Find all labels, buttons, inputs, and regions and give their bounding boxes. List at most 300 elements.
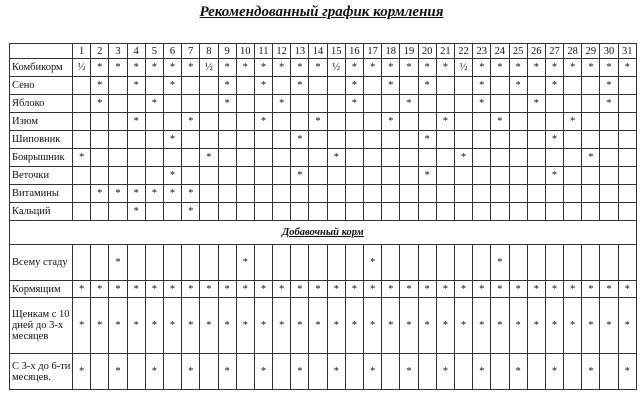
schedule-cell: * bbox=[382, 77, 400, 95]
schedule-cell bbox=[236, 167, 254, 185]
day-header-cell: 21 bbox=[436, 44, 454, 59]
schedule-cell bbox=[509, 185, 527, 203]
schedule-cell: * bbox=[345, 298, 363, 354]
schedule-cell bbox=[491, 354, 509, 390]
schedule-cell bbox=[200, 185, 218, 203]
schedule-cell bbox=[109, 167, 127, 185]
schedule-cell: * bbox=[364, 281, 382, 298]
schedule-cell: * bbox=[127, 59, 145, 77]
schedule-cell: * bbox=[545, 167, 563, 185]
schedule-cell: * bbox=[473, 354, 491, 390]
schedule-cell bbox=[582, 131, 600, 149]
schedule-cell: * bbox=[600, 59, 618, 77]
schedule-cell: * bbox=[418, 281, 436, 298]
schedule-cell: * bbox=[545, 131, 563, 149]
schedule-cell: * bbox=[163, 298, 181, 354]
schedule-cell: * bbox=[127, 203, 145, 221]
schedule-cell: * bbox=[618, 281, 636, 298]
schedule-cell: * bbox=[382, 113, 400, 131]
table-row bbox=[10, 113, 637, 131]
schedule-cell: * bbox=[345, 281, 363, 298]
schedule-cell: * bbox=[564, 298, 582, 354]
schedule-cell bbox=[364, 95, 382, 113]
schedule-cell bbox=[436, 95, 454, 113]
schedule-cell bbox=[473, 131, 491, 149]
schedule-cell: * bbox=[418, 59, 436, 77]
schedule-cell: * bbox=[418, 167, 436, 185]
day-header-cell: 14 bbox=[309, 44, 327, 59]
schedule-cell bbox=[491, 131, 509, 149]
schedule-cell bbox=[218, 203, 236, 221]
schedule-cell bbox=[127, 131, 145, 149]
schedule-cell: * bbox=[218, 77, 236, 95]
schedule-cell bbox=[364, 203, 382, 221]
schedule-cell bbox=[418, 149, 436, 167]
schedule-cell bbox=[254, 167, 272, 185]
schedule-cell bbox=[218, 149, 236, 167]
schedule-cell bbox=[364, 113, 382, 131]
schedule-cell: * bbox=[218, 298, 236, 354]
day-header-cell: 10 bbox=[236, 44, 254, 59]
row-label: Боярышник bbox=[10, 149, 73, 167]
schedule-cell bbox=[182, 131, 200, 149]
schedule-cell: * bbox=[345, 77, 363, 95]
schedule-cell: * bbox=[491, 281, 509, 298]
schedule-cell: * bbox=[327, 354, 345, 390]
schedule-cell: * bbox=[582, 354, 600, 390]
schedule-cell: * bbox=[345, 59, 363, 77]
page-title: Рекомендованный график кормления bbox=[199, 4, 444, 20]
schedule-cell: * bbox=[473, 95, 491, 113]
schedule-cell bbox=[91, 245, 109, 281]
schedule-cell: * bbox=[454, 298, 472, 354]
schedule-cell: * bbox=[327, 298, 345, 354]
schedule-cell bbox=[582, 185, 600, 203]
schedule-cell bbox=[291, 203, 309, 221]
schedule-cell: * bbox=[182, 185, 200, 203]
schedule-cell bbox=[618, 149, 636, 167]
schedule-cell bbox=[418, 203, 436, 221]
schedule-cell bbox=[400, 77, 418, 95]
schedule-cell bbox=[436, 203, 454, 221]
schedule-cell bbox=[73, 185, 91, 203]
schedule-cell bbox=[564, 185, 582, 203]
day-header-cell: 18 bbox=[382, 44, 400, 59]
schedule-cell bbox=[291, 113, 309, 131]
schedule-cell bbox=[618, 203, 636, 221]
schedule-cell: * bbox=[109, 59, 127, 77]
schedule-cell bbox=[418, 113, 436, 131]
schedule-cell bbox=[400, 185, 418, 203]
schedule-cell: * bbox=[109, 185, 127, 203]
schedule-cell bbox=[527, 77, 545, 95]
schedule-cell bbox=[309, 95, 327, 113]
schedule-cell: * bbox=[418, 298, 436, 354]
schedule-cell bbox=[218, 113, 236, 131]
schedule-cell bbox=[564, 95, 582, 113]
schedule-cell bbox=[236, 185, 254, 203]
schedule-cell: * bbox=[91, 298, 109, 354]
schedule-cell bbox=[327, 167, 345, 185]
schedule-cell bbox=[454, 113, 472, 131]
schedule-cell: * bbox=[564, 281, 582, 298]
schedule-cell: * bbox=[182, 113, 200, 131]
schedule-cell bbox=[236, 354, 254, 390]
schedule-cell bbox=[564, 131, 582, 149]
schedule-cell bbox=[491, 149, 509, 167]
schedule-cell: * bbox=[527, 298, 545, 354]
schedule-cell: * bbox=[582, 59, 600, 77]
schedule-cell bbox=[163, 354, 181, 390]
day-header-row bbox=[10, 44, 637, 59]
schedule-cell bbox=[163, 149, 181, 167]
day-header-cell: 12 bbox=[273, 44, 291, 59]
schedule-cell bbox=[345, 113, 363, 131]
schedule-cell: * bbox=[545, 281, 563, 298]
schedule-cell bbox=[327, 113, 345, 131]
schedule-cell bbox=[200, 95, 218, 113]
schedule-cell bbox=[127, 167, 145, 185]
schedule-cell bbox=[600, 185, 618, 203]
schedule-cell bbox=[73, 77, 91, 95]
schedule-cell bbox=[509, 245, 527, 281]
day-header-cell: 27 bbox=[545, 44, 563, 59]
table-row bbox=[10, 185, 637, 203]
schedule-cell bbox=[109, 113, 127, 131]
schedule-cell bbox=[145, 113, 163, 131]
day-header-cell: 25 bbox=[509, 44, 527, 59]
schedule-cell bbox=[582, 203, 600, 221]
row-label: Изюм bbox=[10, 113, 73, 131]
schedule-cell bbox=[473, 167, 491, 185]
schedule-cell: * bbox=[309, 113, 327, 131]
schedule-cell: * bbox=[509, 77, 527, 95]
schedule-cell: * bbox=[582, 149, 600, 167]
schedule-cell bbox=[254, 203, 272, 221]
schedule-cell bbox=[382, 131, 400, 149]
schedule-cell bbox=[254, 149, 272, 167]
schedule-cell: * bbox=[73, 354, 91, 390]
schedule-cell: * bbox=[600, 281, 618, 298]
schedule-cell: * bbox=[200, 149, 218, 167]
schedule-cell bbox=[254, 131, 272, 149]
schedule-cell bbox=[309, 203, 327, 221]
schedule-cell bbox=[273, 77, 291, 95]
schedule-cell: * bbox=[436, 354, 454, 390]
schedule-cell bbox=[109, 77, 127, 95]
schedule-cell: * bbox=[145, 354, 163, 390]
schedule-cell: * bbox=[236, 59, 254, 77]
schedule-cell: * bbox=[600, 95, 618, 113]
table-row bbox=[10, 77, 637, 95]
schedule-cell bbox=[291, 185, 309, 203]
schedule-cell bbox=[436, 245, 454, 281]
schedule-cell bbox=[582, 245, 600, 281]
schedule-cell bbox=[436, 185, 454, 203]
schedule-cell: * bbox=[473, 59, 491, 77]
schedule-cell bbox=[364, 185, 382, 203]
schedule-cell bbox=[273, 354, 291, 390]
schedule-cell bbox=[545, 245, 563, 281]
schedule-cell bbox=[127, 354, 145, 390]
schedule-cell bbox=[400, 131, 418, 149]
schedule-cell bbox=[564, 203, 582, 221]
schedule-cell: * bbox=[454, 281, 472, 298]
schedule-cell bbox=[145, 149, 163, 167]
schedule-cell: * bbox=[545, 298, 563, 354]
day-header-cell: 4 bbox=[127, 44, 145, 59]
schedule-cell: * bbox=[436, 113, 454, 131]
schedule-cell: * bbox=[509, 298, 527, 354]
schedule-cell bbox=[454, 131, 472, 149]
schedule-cell bbox=[236, 131, 254, 149]
schedule-cell bbox=[163, 113, 181, 131]
schedule-cell bbox=[491, 185, 509, 203]
schedule-cell bbox=[109, 149, 127, 167]
day-header-cell: 17 bbox=[364, 44, 382, 59]
row-label: Кальций bbox=[10, 203, 73, 221]
schedule-cell: * bbox=[309, 298, 327, 354]
schedule-cell bbox=[382, 354, 400, 390]
schedule-cell: * bbox=[145, 59, 163, 77]
section-row bbox=[10, 221, 637, 245]
schedule-cell bbox=[545, 203, 563, 221]
schedule-cell: * bbox=[345, 95, 363, 113]
table-row bbox=[10, 203, 637, 221]
schedule-cell bbox=[200, 113, 218, 131]
schedule-cell: * bbox=[436, 281, 454, 298]
schedule-cell bbox=[273, 167, 291, 185]
schedule-cell bbox=[163, 245, 181, 281]
row-label: Кормящим bbox=[10, 281, 73, 298]
schedule-cell bbox=[309, 149, 327, 167]
schedule-cell: * bbox=[254, 298, 272, 354]
schedule-cell bbox=[509, 149, 527, 167]
schedule-cell bbox=[345, 185, 363, 203]
schedule-cell bbox=[91, 354, 109, 390]
schedule-cell bbox=[418, 95, 436, 113]
schedule-cell bbox=[473, 113, 491, 131]
schedule-cell: * bbox=[163, 77, 181, 95]
day-header-cell: 31 bbox=[618, 44, 636, 59]
schedule-cell bbox=[327, 245, 345, 281]
schedule-cell bbox=[273, 149, 291, 167]
schedule-cell: * bbox=[582, 298, 600, 354]
schedule-cell: * bbox=[473, 77, 491, 95]
schedule-cell: * bbox=[127, 185, 145, 203]
schedule-cell bbox=[345, 149, 363, 167]
schedule-cell: * bbox=[291, 131, 309, 149]
schedule-cell: * bbox=[182, 203, 200, 221]
schedule-cell: * bbox=[436, 59, 454, 77]
schedule-cell: * bbox=[454, 149, 472, 167]
schedule-cell bbox=[145, 245, 163, 281]
schedule-cell bbox=[200, 354, 218, 390]
schedule-cell bbox=[600, 354, 618, 390]
table-row bbox=[10, 149, 637, 167]
day-header-cell: 11 bbox=[254, 44, 272, 59]
schedule-cell: * bbox=[91, 59, 109, 77]
schedule-cell bbox=[327, 95, 345, 113]
schedule-cell bbox=[200, 245, 218, 281]
schedule-cell bbox=[200, 131, 218, 149]
schedule-cell bbox=[91, 131, 109, 149]
schedule-cell bbox=[273, 245, 291, 281]
schedule-cell bbox=[454, 77, 472, 95]
schedule-cell bbox=[454, 354, 472, 390]
schedule-cell bbox=[454, 167, 472, 185]
row-label: Яблоко bbox=[10, 95, 73, 113]
schedule-cell: * bbox=[200, 298, 218, 354]
schedule-cell bbox=[418, 245, 436, 281]
schedule-cell bbox=[73, 131, 91, 149]
schedule-cell: * bbox=[564, 113, 582, 131]
day-header-cell: 20 bbox=[418, 44, 436, 59]
schedule-cell bbox=[509, 167, 527, 185]
schedule-cell: * bbox=[527, 59, 545, 77]
schedule-cell bbox=[582, 113, 600, 131]
schedule-cell bbox=[618, 131, 636, 149]
schedule-cell: * bbox=[109, 298, 127, 354]
schedule-cell bbox=[473, 203, 491, 221]
schedule-cell bbox=[400, 203, 418, 221]
schedule-cell bbox=[618, 167, 636, 185]
schedule-cell bbox=[473, 245, 491, 281]
table-row bbox=[10, 245, 637, 281]
schedule-cell bbox=[509, 131, 527, 149]
row-label: Комбикорм bbox=[10, 59, 73, 77]
schedule-cell bbox=[382, 149, 400, 167]
schedule-cell: * bbox=[109, 281, 127, 298]
schedule-cell bbox=[527, 245, 545, 281]
feeding-schedule-table bbox=[9, 43, 637, 390]
schedule-cell bbox=[618, 95, 636, 113]
schedule-cell bbox=[600, 113, 618, 131]
schedule-cell: * bbox=[182, 59, 200, 77]
schedule-cell bbox=[418, 354, 436, 390]
schedule-cell: * bbox=[254, 113, 272, 131]
schedule-cell: * bbox=[291, 281, 309, 298]
schedule-cell bbox=[327, 203, 345, 221]
day-header-cell: 9 bbox=[218, 44, 236, 59]
schedule-cell: * bbox=[382, 298, 400, 354]
schedule-cell bbox=[436, 131, 454, 149]
schedule-cell: * bbox=[291, 354, 309, 390]
schedule-cell: * bbox=[327, 149, 345, 167]
schedule-cell bbox=[382, 185, 400, 203]
schedule-cell bbox=[200, 167, 218, 185]
day-header-cell: 15 bbox=[327, 44, 345, 59]
schedule-cell: * bbox=[163, 167, 181, 185]
schedule-cell: * bbox=[127, 298, 145, 354]
schedule-cell bbox=[509, 95, 527, 113]
schedule-cell: * bbox=[618, 59, 636, 77]
schedule-cell bbox=[327, 131, 345, 149]
schedule-cell: * bbox=[73, 298, 91, 354]
schedule-cell bbox=[582, 167, 600, 185]
day-header-cell: 7 bbox=[182, 44, 200, 59]
schedule-cell bbox=[273, 185, 291, 203]
schedule-cell bbox=[618, 245, 636, 281]
schedule-cell bbox=[545, 149, 563, 167]
schedule-cell: * bbox=[491, 113, 509, 131]
schedule-cell bbox=[582, 77, 600, 95]
schedule-cell bbox=[145, 131, 163, 149]
schedule-cell bbox=[200, 203, 218, 221]
schedule-cell bbox=[73, 113, 91, 131]
schedule-cell bbox=[254, 185, 272, 203]
schedule-cell: * bbox=[509, 281, 527, 298]
schedule-cell: * bbox=[91, 77, 109, 95]
schedule-cell bbox=[618, 77, 636, 95]
schedule-cell bbox=[91, 113, 109, 131]
day-header-cell: 29 bbox=[582, 44, 600, 59]
schedule-cell bbox=[127, 245, 145, 281]
day-header-cell: 5 bbox=[145, 44, 163, 59]
schedule-cell: * bbox=[309, 281, 327, 298]
schedule-cell: * bbox=[254, 59, 272, 77]
schedule-cell: * bbox=[163, 185, 181, 203]
schedule-cell: * bbox=[364, 298, 382, 354]
day-header-cell: 28 bbox=[564, 44, 582, 59]
schedule-cell bbox=[564, 167, 582, 185]
schedule-cell: * bbox=[400, 59, 418, 77]
section-title: Добавочный корм bbox=[10, 221, 637, 245]
schedule-cell bbox=[400, 113, 418, 131]
schedule-cell: * bbox=[127, 113, 145, 131]
day-header-cell: 19 bbox=[400, 44, 418, 59]
schedule-cell: * bbox=[618, 298, 636, 354]
schedule-cell: * bbox=[364, 245, 382, 281]
schedule-cell bbox=[182, 149, 200, 167]
schedule-cell bbox=[564, 149, 582, 167]
schedule-cell: * bbox=[509, 354, 527, 390]
schedule-cell bbox=[145, 77, 163, 95]
schedule-cell: * bbox=[436, 298, 454, 354]
schedule-cell: * bbox=[582, 281, 600, 298]
row-label: Витамины bbox=[10, 185, 73, 203]
schedule-cell bbox=[436, 167, 454, 185]
schedule-cell bbox=[364, 167, 382, 185]
schedule-cell bbox=[309, 354, 327, 390]
schedule-cell: * bbox=[382, 281, 400, 298]
schedule-cell: * bbox=[73, 281, 91, 298]
schedule-cell: * bbox=[418, 131, 436, 149]
day-header-cell: 1 bbox=[73, 44, 91, 59]
table-row bbox=[10, 354, 637, 390]
schedule-cell bbox=[236, 113, 254, 131]
table-row bbox=[10, 281, 637, 298]
day-header-cell: 2 bbox=[91, 44, 109, 59]
schedule-cell: * bbox=[254, 354, 272, 390]
day-header-cell: 8 bbox=[200, 44, 218, 59]
schedule-cell: ½ bbox=[73, 59, 91, 77]
schedule-cell bbox=[291, 95, 309, 113]
schedule-cell bbox=[418, 185, 436, 203]
day-header-cell: 23 bbox=[473, 44, 491, 59]
schedule-cell bbox=[454, 185, 472, 203]
schedule-cell bbox=[545, 95, 563, 113]
schedule-cell bbox=[345, 354, 363, 390]
schedule-cell bbox=[309, 185, 327, 203]
schedule-cell bbox=[545, 185, 563, 203]
schedule-cell bbox=[163, 95, 181, 113]
schedule-cell: * bbox=[527, 95, 545, 113]
schedule-cell bbox=[509, 113, 527, 131]
schedule-cell: * bbox=[291, 59, 309, 77]
schedule-cell: * bbox=[400, 95, 418, 113]
schedule-cell bbox=[491, 203, 509, 221]
